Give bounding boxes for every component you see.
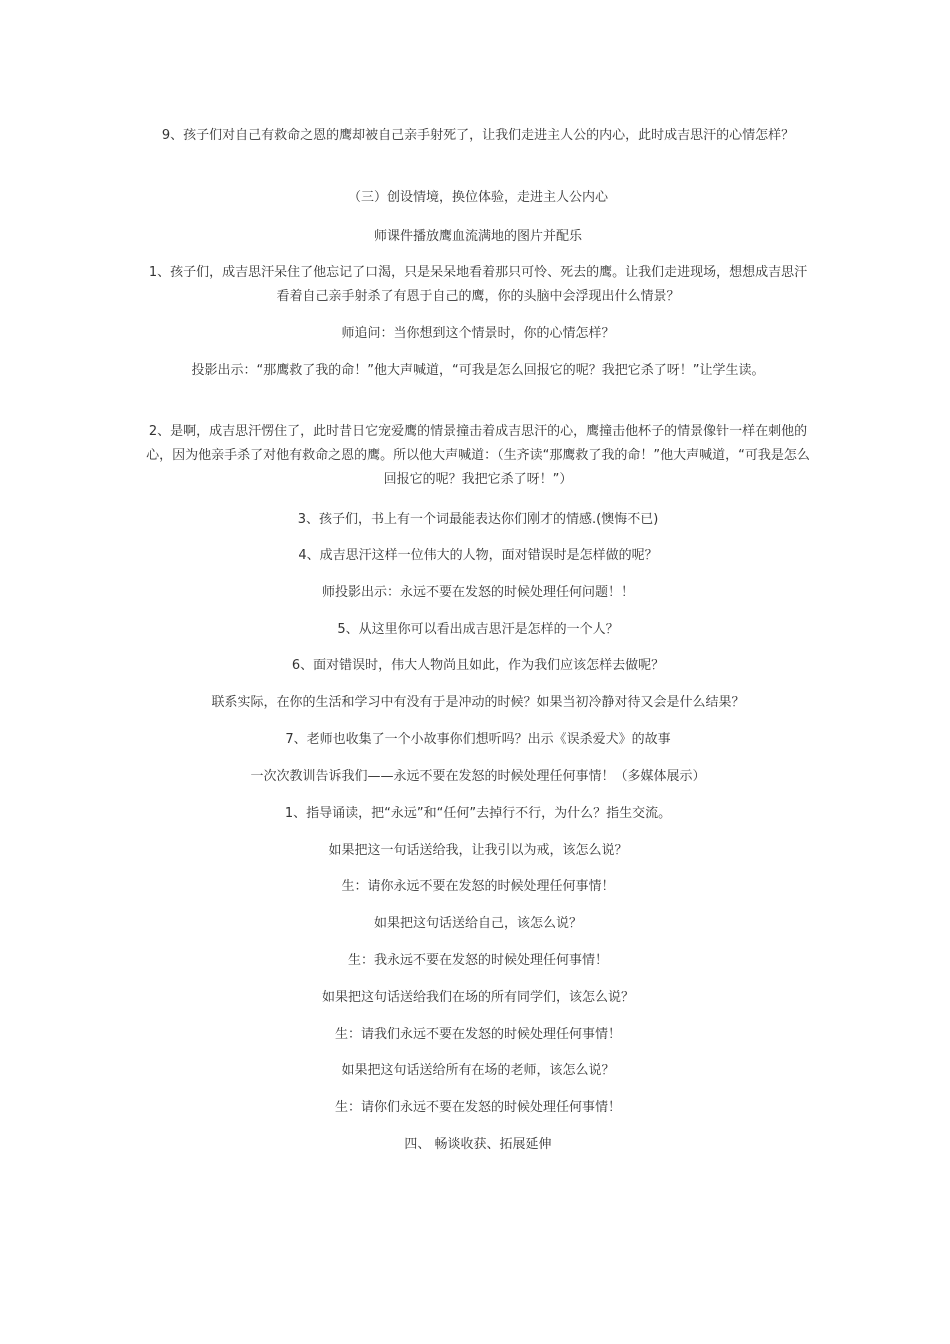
paragraph-projection-1: 投影出示：“那鹰救了我的命！”他大声喊道，“可我是怎么回报它的呢？我把它杀了呀！”让学生读。 [191,363,765,378]
paragraph-step-4: 4、成吉思汗这样一位伟大的人物，面对错误时是怎样做的呢？ [298,548,658,563]
paragraph-step-7: 7、老师也收集了一个小故事你们想听吗？出示《误杀爱犬》的故事 [285,732,671,747]
paragraph-real-life: 联系实际，在你的生活和学习中有没有于是冲动的时候？如果当初冷静对待又会是什么结果？ [211,695,745,710]
paragraph-prompt-me: 如果把这一句话送给我，让我引以为戒，该怎么说？ [328,843,628,858]
paragraph-prompt-teachers: 如果把这句话送给所有在场的老师，该怎么说？ [341,1063,615,1078]
paragraph-lesson: 一次次教训告诉我们——永远不要在发怒的时候处理任何事情！（多媒体展示） [250,769,706,784]
section-heading-4: 四、 畅谈收获、拓展延伸 [404,1137,552,1152]
paragraph-answer-classmates: 生：请我们永远不要在发怒的时候处理任何事情！ [334,1027,621,1042]
paragraph-projection-2: 师投影出示：永远不要在发怒的时候处理任何问题！！ [321,585,634,600]
paragraph-answer-teachers: 生：请你们永远不要在发怒的时候处理任何事情！ [334,1100,621,1115]
paragraph-step-2: 2、是啊，成吉思汗愣住了，此时昔日它宠爱鹰的情景撞击着成吉思汗的心，鹰撞击他杯子的情景像针一样在刺他的心，因为他亲手杀了对他有救命之恩的鹰。所以他大声喊道：（生齐读“那鹰救了我的命！”他大声喊道，“可我是怎么回报它的呢？我把它杀了呀！”） [146,424,810,487]
paragraph-q9: 9、孩子们对自己有救命之恩的鹰却被自己亲手射死了，让我们走进主人公的内心，此时成吉思汗的心情怎样？ [161,128,795,143]
paragraph-step-1: 1、孩子们，成吉思汗呆住了他忘记了口渴，只是呆呆地看着那只可怜、死去的鹰。让我们走进现场，想想成吉思汗看着自己亲手射杀了有恩于自己的鹰，你的头脑中会浮现出什么情景？ [148,265,808,304]
paragraph-guided-reading: 1、指导诵读，把“永远”和“任何”去掉行不行，为什么？指生交流。 [284,806,672,821]
paragraph-teacher-followup: 师追问：当你想到这个情景时，你的心情怎样？ [341,326,615,341]
paragraph-courseware: 师课件播放鹰血流满地的图片并配乐 [373,229,582,244]
paragraph-answer-me: 生：请你永远不要在发怒的时候处理任何事情！ [341,879,615,894]
paragraph-prompt-classmates: 如果把这句话送给我们在场的所有同学们，该怎么说？ [321,990,634,1005]
paragraph-step-6: 6、面对错误时，伟大人物尚且如此，作为我们应该怎样去做呢？ [291,658,665,673]
section-heading-3: （三）创设情境，换位体验，走进主人公内心 [347,190,608,205]
paragraph-answer-self: 生：我永远不要在发怒的时候处理任何事情！ [347,953,608,968]
paragraph-prompt-self: 如果把这句话送给自己，该怎么说？ [373,916,582,931]
paragraph-step-3: 3、孩子们，书上有一个词最能表达你们刚才的情感.(懊悔不已) [297,512,659,527]
paragraph-step-5: 5、从这里你可以看出成吉思汗是怎样的一个人？ [337,622,619,637]
